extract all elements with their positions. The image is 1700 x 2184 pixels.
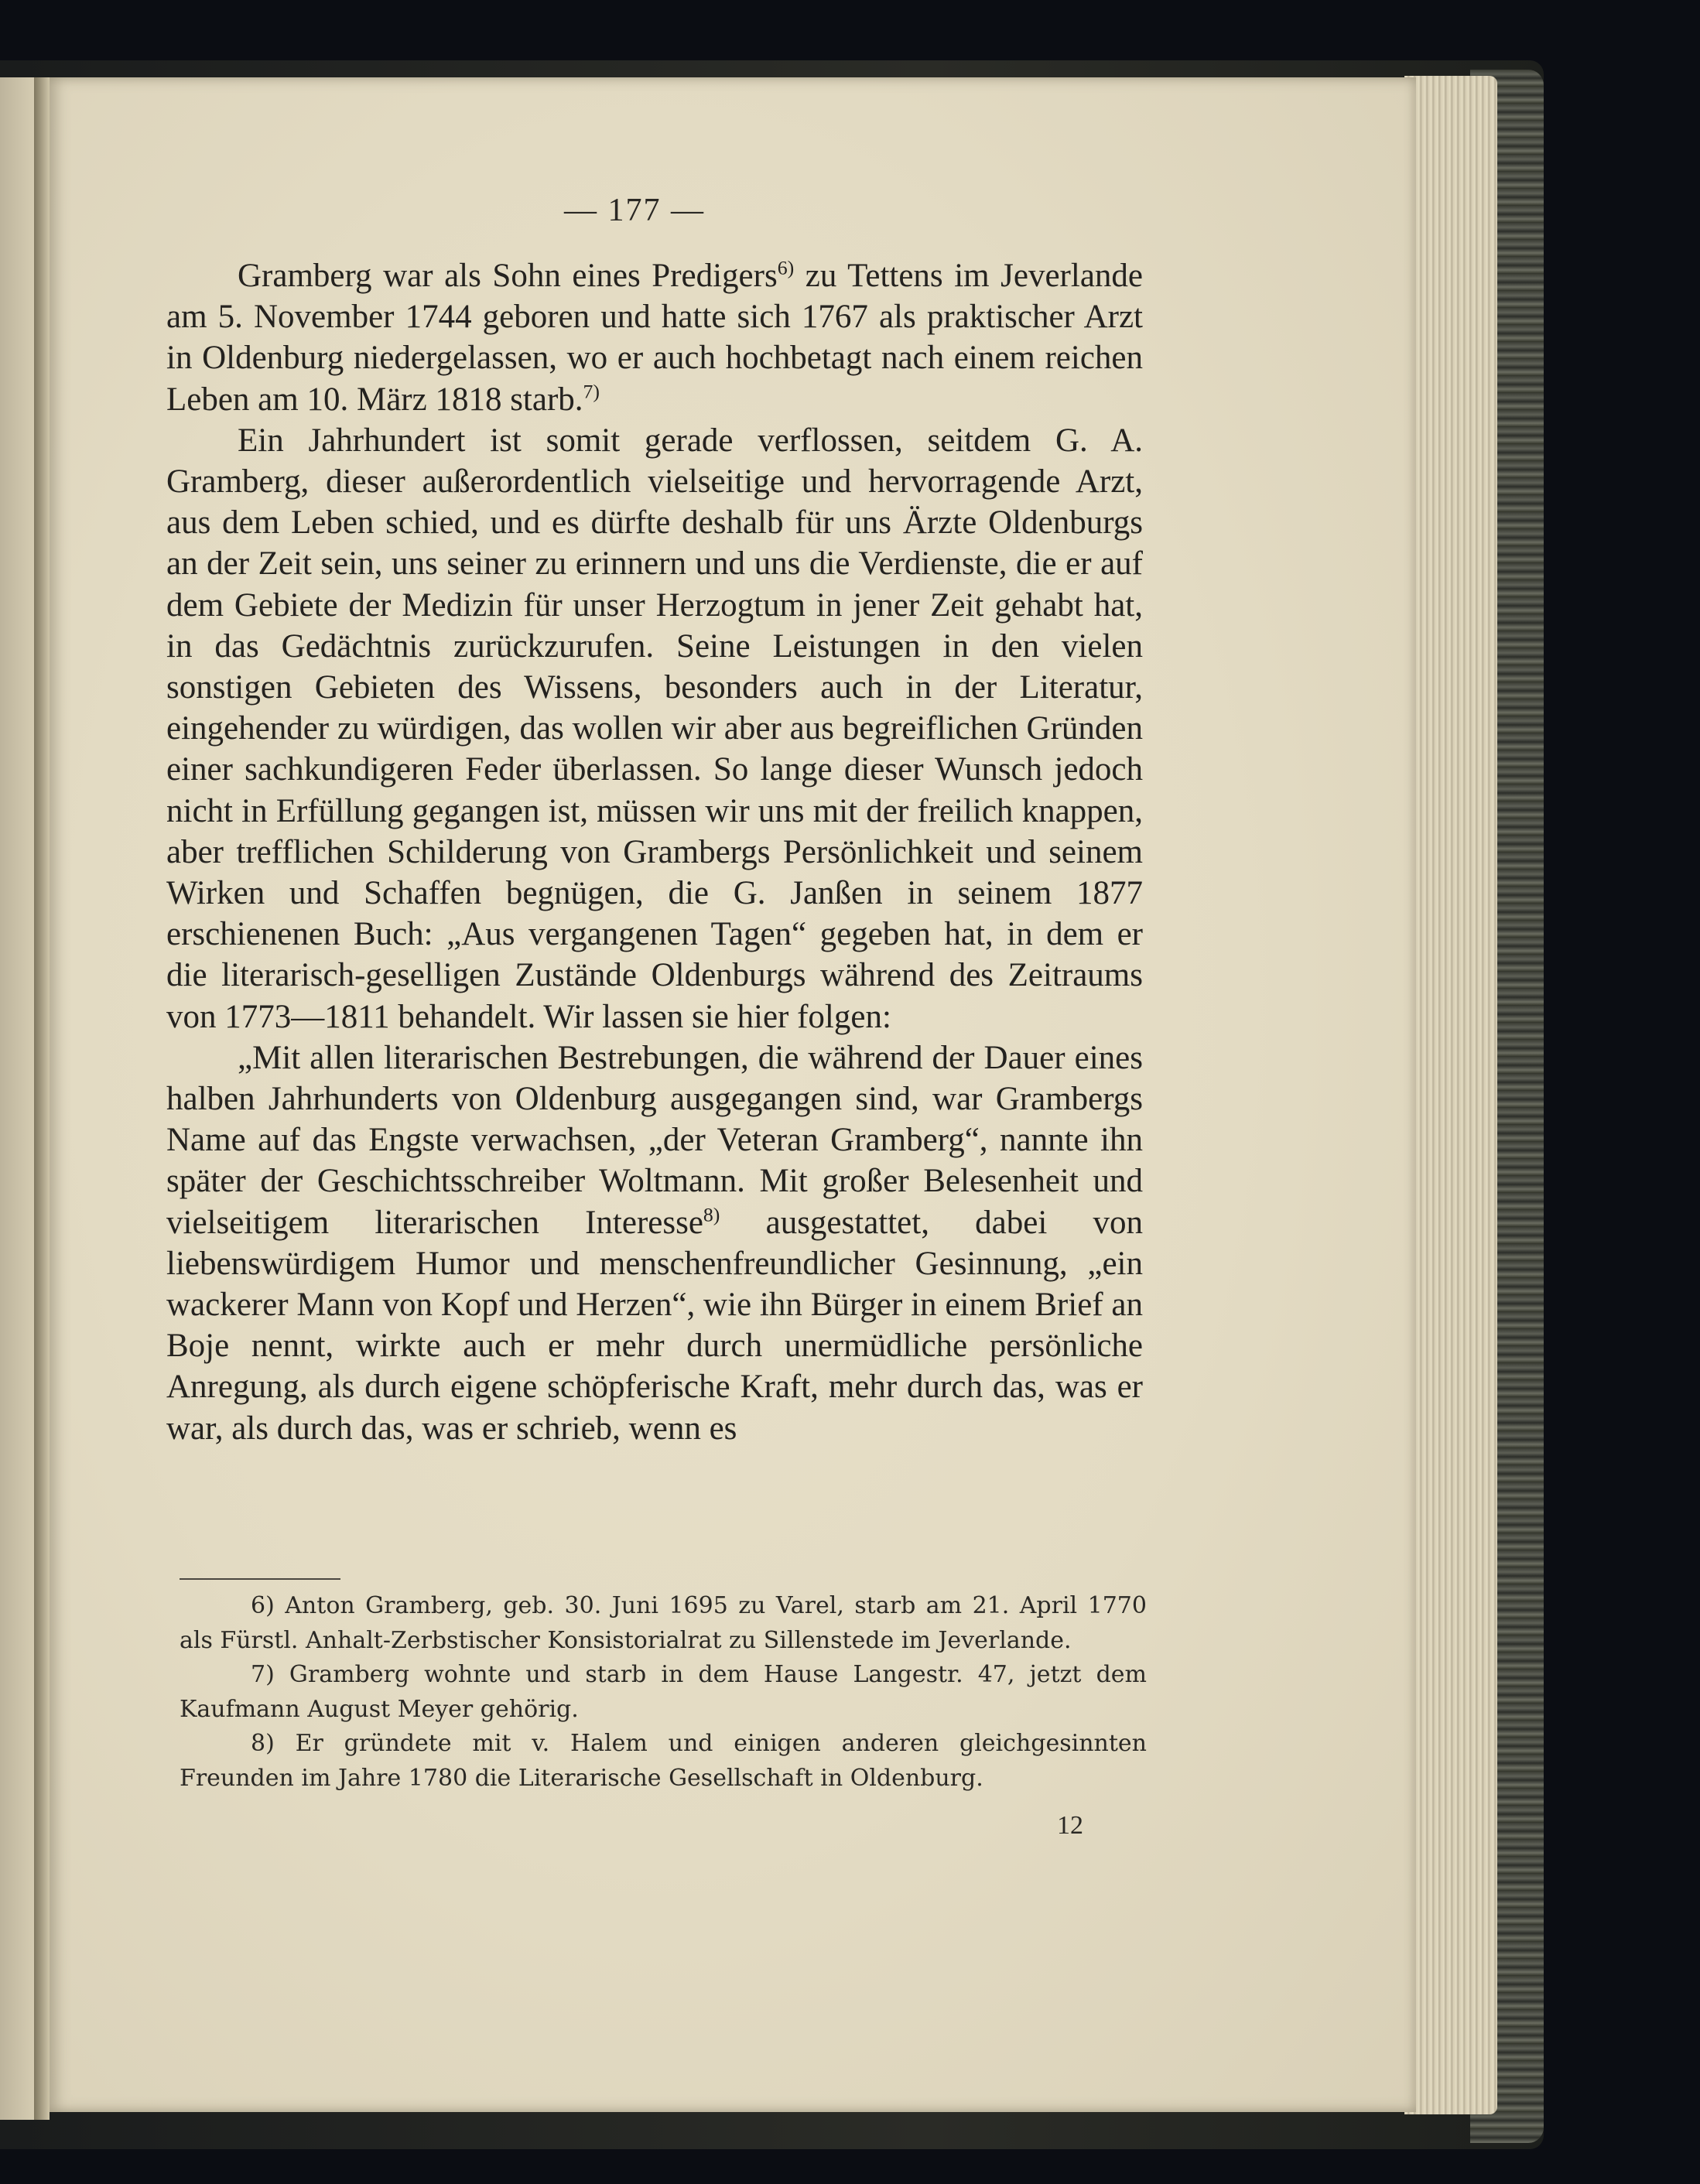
page-gutter (34, 77, 50, 2120)
footnote-ref-8: 8) (703, 1203, 720, 1226)
paragraph-1-text-b: zu Tettens im Jeverlande am 5. November 1744 geboren und hatte sich 1767 als praktischer Arzt in Oldenburg niedergelassen, wo er auch hochbetagt nach einem reichen Leben am 10. März 1818 starb. (166, 258, 1143, 418)
page-stack-edge (1404, 76, 1497, 2114)
paragraph-3 (166, 1037, 1143, 1449)
paragraph-3-text-b: ausgestattet, dabei von liebenswürdigem Humor und menschenfreundlicher Gesinnung, „ein wackerer Mann von Kopf und Herzen“, wie ihn Bürger in einem Brief an Boje nennt, wirkte auch er mehr durch unermüdliche persönliche Anregung, als durch eigene schöpferische Kraft, mehr durch das, was er war, als durch das, was er schrieb, wenn es (166, 1204, 1143, 1447)
footnote-ref-7: 7) (583, 380, 600, 403)
paragraph-1-text-a: Gramberg war als Sohn eines Predigers (238, 258, 778, 294)
paragraph-1 (166, 255, 1143, 420)
body-text (166, 255, 1143, 1449)
signature-mark: 12 (1057, 1811, 1083, 1840)
paragraph-3-text-a: „Mit allen literarischen Bestrebungen, die während der Dauer eines halben Jahrhunderts von Oldenburg ausgegangen sind, war Grambergs Name auf das Engste verwachsen, „der Veteran Gramberg“, nannte ihn später der Geschichtsschreiber Woltmann. Mit großer Belesenheit und vielseitigem literarischen Interesse (166, 1039, 1143, 1241)
page-number: — 177 — (564, 193, 705, 228)
paragraph-2: Ein Jahrhundert ist somit gerade verflossen, seitdem G. A. Gramberg, dieser außerordentlich vielseitige und hervorragende Arzt, aus dem Leben schied, und es dürfte deshalb für uns Ärzte Oldenburgs an der Zeit sein, uns seiner zu erinnern und uns die Verdienste, die er auf dem Gebiete der Medizin für unser Herzogtum in jener Zeit gehabt hat, in das Gedächtnis zurückzurufen. Seine Leistungen in den vielen sonstigen Gebieten des Wissens, besonders auch in der Literatur, eingehender zu würdigen, das wollen wir aber aus begreiflichen Gründen einer sachkundigeren Feder überlassen. So lange dieser Wunsch jedoch nicht in Erfüllung gegangen ist, müssen wir uns mit der freilich knappen, aber trefflichen Schilderung von Grambergs Persönlichkeit und seinem Wirken und Schaffen begnügen, die G. Janßen in seinem 1877 erschienenen Buch: „Aus vergangenen Tagen“ gegeben hat, in dem er die literarisch-geselligen Zustände Oldenburgs während des Zeitraums von 1773—1811 behandelt. Wir lassen sie hier folgen: (166, 422, 1143, 1035)
footnote-8: 8) Er gründete mit v. Halem und einigen anderen gleichgesinnten Freunden im Jahre 1780 die Literarische Gesellschaft in Oldenburg. (180, 1730, 1147, 1792)
footnote-ref-6: 6) (777, 256, 795, 279)
left-page-edge (0, 77, 36, 2120)
footnote-6: 6) Anton Gramberg, geb. 30. Juni 1695 zu Varel, starb am 21. April 1770 als Fürstl. Anhalt-Zerbstischer Konsistorialrat zu Sillenstede im Jeverlande. (180, 1592, 1147, 1654)
footnote-7: 7) Gramberg wohnte und starb in dem Hause Langestr. 47, jetzt dem Kaufmann August Meyer gehörig. (180, 1661, 1147, 1723)
footnote-divider (180, 1578, 340, 1580)
footnotes (180, 1589, 1147, 1796)
